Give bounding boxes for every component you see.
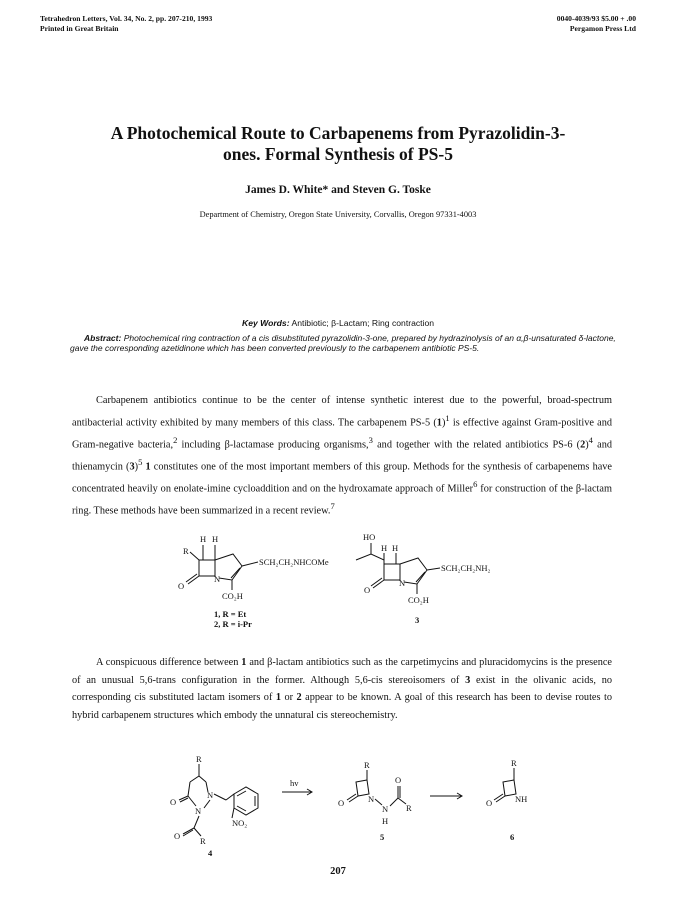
bond: [179, 796, 188, 800]
compound-ref: 3: [129, 461, 135, 473]
bond: [194, 828, 201, 836]
atom-label: R: [364, 760, 370, 770]
printed-in: Printed in Great Britain: [40, 24, 119, 33]
acid-group: CO₂H: [222, 591, 243, 601]
atom-label: NH: [515, 794, 528, 804]
bond: [496, 796, 505, 802]
hydroxyethyl-bond: [356, 554, 384, 560]
beta-lactam-ring: [384, 564, 400, 580]
atom-label: N: [368, 794, 375, 804]
text-run: is effective against Gram-positive and Gram-negative bacteria,: [72, 417, 613, 451]
atom-label: H: [381, 543, 388, 553]
bond: [398, 798, 406, 804]
structure-1-2: [178, 534, 329, 629]
atom-label: R: [200, 836, 206, 846]
publisher: Pergamon Press Ltd: [569, 24, 636, 33]
citation-ref: 6: [473, 478, 478, 489]
bond: [226, 794, 234, 800]
double-bond: [416, 572, 425, 582]
bond: [375, 799, 382, 805]
atom-label: H: [392, 543, 399, 553]
affiliation: Department of Chemistry, Oregon State University, Corvallis, Oregon 97331-4003: [199, 210, 477, 219]
compound-6: [486, 758, 527, 842]
bond: [494, 794, 503, 800]
reaction-scheme: [0, 752, 676, 862]
text-run: constitutes one of the most important members of this group. Methods for the synthesis of carbapenems have concentrated heavily on enolate-imine cycloaddition and on the hydroxamate approach of Miller: [72, 461, 613, 495]
compound-label-4: 4: [208, 848, 213, 858]
atom-label: R: [196, 754, 202, 764]
text-run: and β-lactam antibiotics such as the carpetimycins and pluracidomycins is the presence of an unusual 5,6-trans configuration in the former. Although 5,6-cis stereoisomers of: [72, 657, 612, 686]
nitro-group: NO₂: [232, 818, 248, 828]
atom-label: O: [364, 585, 371, 595]
bond: [242, 562, 258, 566]
ring-bond: [204, 800, 210, 808]
body-paragraph-2: [72, 654, 612, 724]
atom-label: N: [214, 574, 221, 584]
page-number: 207: [330, 866, 346, 877]
compound-ref: 1: [145, 461, 151, 473]
atom-label: N: [399, 578, 406, 588]
reaction-arrow-1: [282, 778, 312, 795]
text-run: and thienamycin (: [72, 439, 612, 473]
text-run: appear to be known. A goal of this research has been to devise routes to hybrid carbapenem structures which embody the unnatural cis stereochemistry.: [72, 692, 612, 721]
compound-ref: 2: [296, 692, 302, 704]
atom-label: R: [183, 546, 189, 556]
text-run: and together with the related antibiotics PS-6 (: [372, 439, 581, 451]
citation-ref: 1: [445, 412, 450, 423]
compound-ref: 1: [436, 417, 442, 429]
price-code: 0040-4039/93 $5.00 + .00: [556, 14, 636, 23]
journal-citation: Tetrahedron Letters, Vol. 34, No. 2, pp. 207-210, 1993: [40, 14, 213, 23]
bond: [371, 578, 382, 586]
text-run: including β-lactamase producing organisms,: [177, 439, 369, 451]
double-bond: [231, 568, 240, 578]
keywords-text: Antibiotic; β-Lactam; Ring contraction: [291, 318, 435, 328]
bond: [214, 794, 226, 800]
abstract: [70, 333, 630, 353]
atom-label: O: [486, 798, 493, 808]
acid-group: CO₂H: [408, 595, 429, 605]
arrow-condition: hv: [290, 778, 299, 788]
compound-label-6: 6: [510, 832, 515, 842]
text-run: ): [441, 417, 446, 429]
atom-label: O: [178, 581, 185, 591]
journal-header-left: [40, 14, 212, 34]
atom-label: O: [170, 797, 177, 807]
text-run: Carbapenem antibiotics continue to be the center of intense synthetic interest due to the powerful, broad-spectrum antibacterial activity exhibited by many members of this class. The carbapenem PS-5 (: [72, 395, 612, 429]
bond: [190, 552, 199, 560]
compound-4: [170, 754, 258, 858]
bond: [194, 816, 199, 828]
ring-bond: [188, 796, 196, 806]
atom-label: H: [200, 534, 207, 544]
text-run: ): [585, 439, 589, 451]
text-run: A conspicuous difference between: [96, 657, 242, 668]
text-run: exist in the olivanic acids, no corresponding cis substituted lactam isomers of: [72, 674, 612, 704]
citation-ref: 3: [368, 434, 373, 445]
body-paragraph-1: [72, 392, 612, 520]
text-run: ): [134, 461, 139, 473]
bond: [347, 794, 356, 800]
atom-label: H: [212, 534, 219, 544]
bond: [373, 580, 384, 588]
atom-label: O: [338, 798, 345, 808]
beta-lactam-ring: [199, 560, 215, 576]
citation-ref: 5: [138, 456, 143, 467]
abstract-text: Photochemical ring contraction of a cis disubstituted pyrazolidin-3-one, prepared by hydrazinolysis of an α,β-unsaturated δ-lactone, gave the corresponding azetidinone which has been converted previously to the carbapenem antibiotic PS-5.: [70, 333, 616, 354]
compound-ref: 1: [241, 657, 247, 668]
journal-header-right: [557, 14, 636, 34]
compound-label-5: 5: [380, 832, 385, 842]
keywords: [40, 318, 636, 328]
citation-ref: 2: [173, 434, 178, 445]
bond: [186, 574, 197, 582]
compound-ref: 1: [275, 692, 282, 704]
atom-label: R: [511, 758, 517, 768]
atom-label: R: [406, 803, 412, 813]
atom-label: N: [207, 790, 214, 800]
citation-ref: 4: [588, 434, 593, 445]
compound-5: [338, 760, 412, 842]
title-line-2: ones. Formal Synthesis of PS-5: [223, 144, 453, 164]
bond: [232, 808, 234, 818]
side-chain: SCH₂CH₂NHCOMe: [259, 557, 329, 567]
side-chain: SCH₂CH₂NH₂: [441, 563, 491, 573]
atom-label: O: [395, 775, 402, 785]
paper-title: [40, 123, 636, 165]
atom-label: H: [382, 816, 389, 826]
ring-bond: [188, 782, 190, 796]
atom-label: N: [382, 804, 389, 814]
compound-label-1: 1, R = Et: [214, 609, 247, 619]
text-run: for construction of the β-lactam ring. These methods have been summarized in a recent review.: [72, 483, 612, 517]
bond: [349, 796, 358, 802]
atom-label: N: [195, 806, 202, 816]
keywords-label: Key Words:: [241, 318, 290, 328]
structure-3: [356, 532, 491, 625]
compound-ref: 2: [580, 439, 586, 451]
ring-bond: [190, 776, 206, 782]
authors: James D. White* and Steven G. Toske: [245, 184, 431, 196]
atom-label: HO: [363, 532, 376, 542]
atom-label: O: [174, 831, 181, 841]
compound-label-2: 2, R = i-Pr: [214, 619, 252, 629]
bond: [188, 576, 199, 584]
bond: [427, 568, 440, 570]
reaction-arrow-2: [430, 793, 462, 799]
compound-label-3: 3: [415, 615, 420, 625]
structures-figure: [0, 530, 676, 630]
text-run: or: [281, 692, 297, 704]
title-line-1: A Photochemical Route to Carbapenems from Pyrazolidin-3-: [110, 123, 566, 143]
abstract-label: Abstract:: [84, 333, 122, 343]
compound-ref: 3: [465, 674, 471, 686]
bond: [390, 798, 398, 806]
citation-ref: 7: [330, 500, 335, 511]
